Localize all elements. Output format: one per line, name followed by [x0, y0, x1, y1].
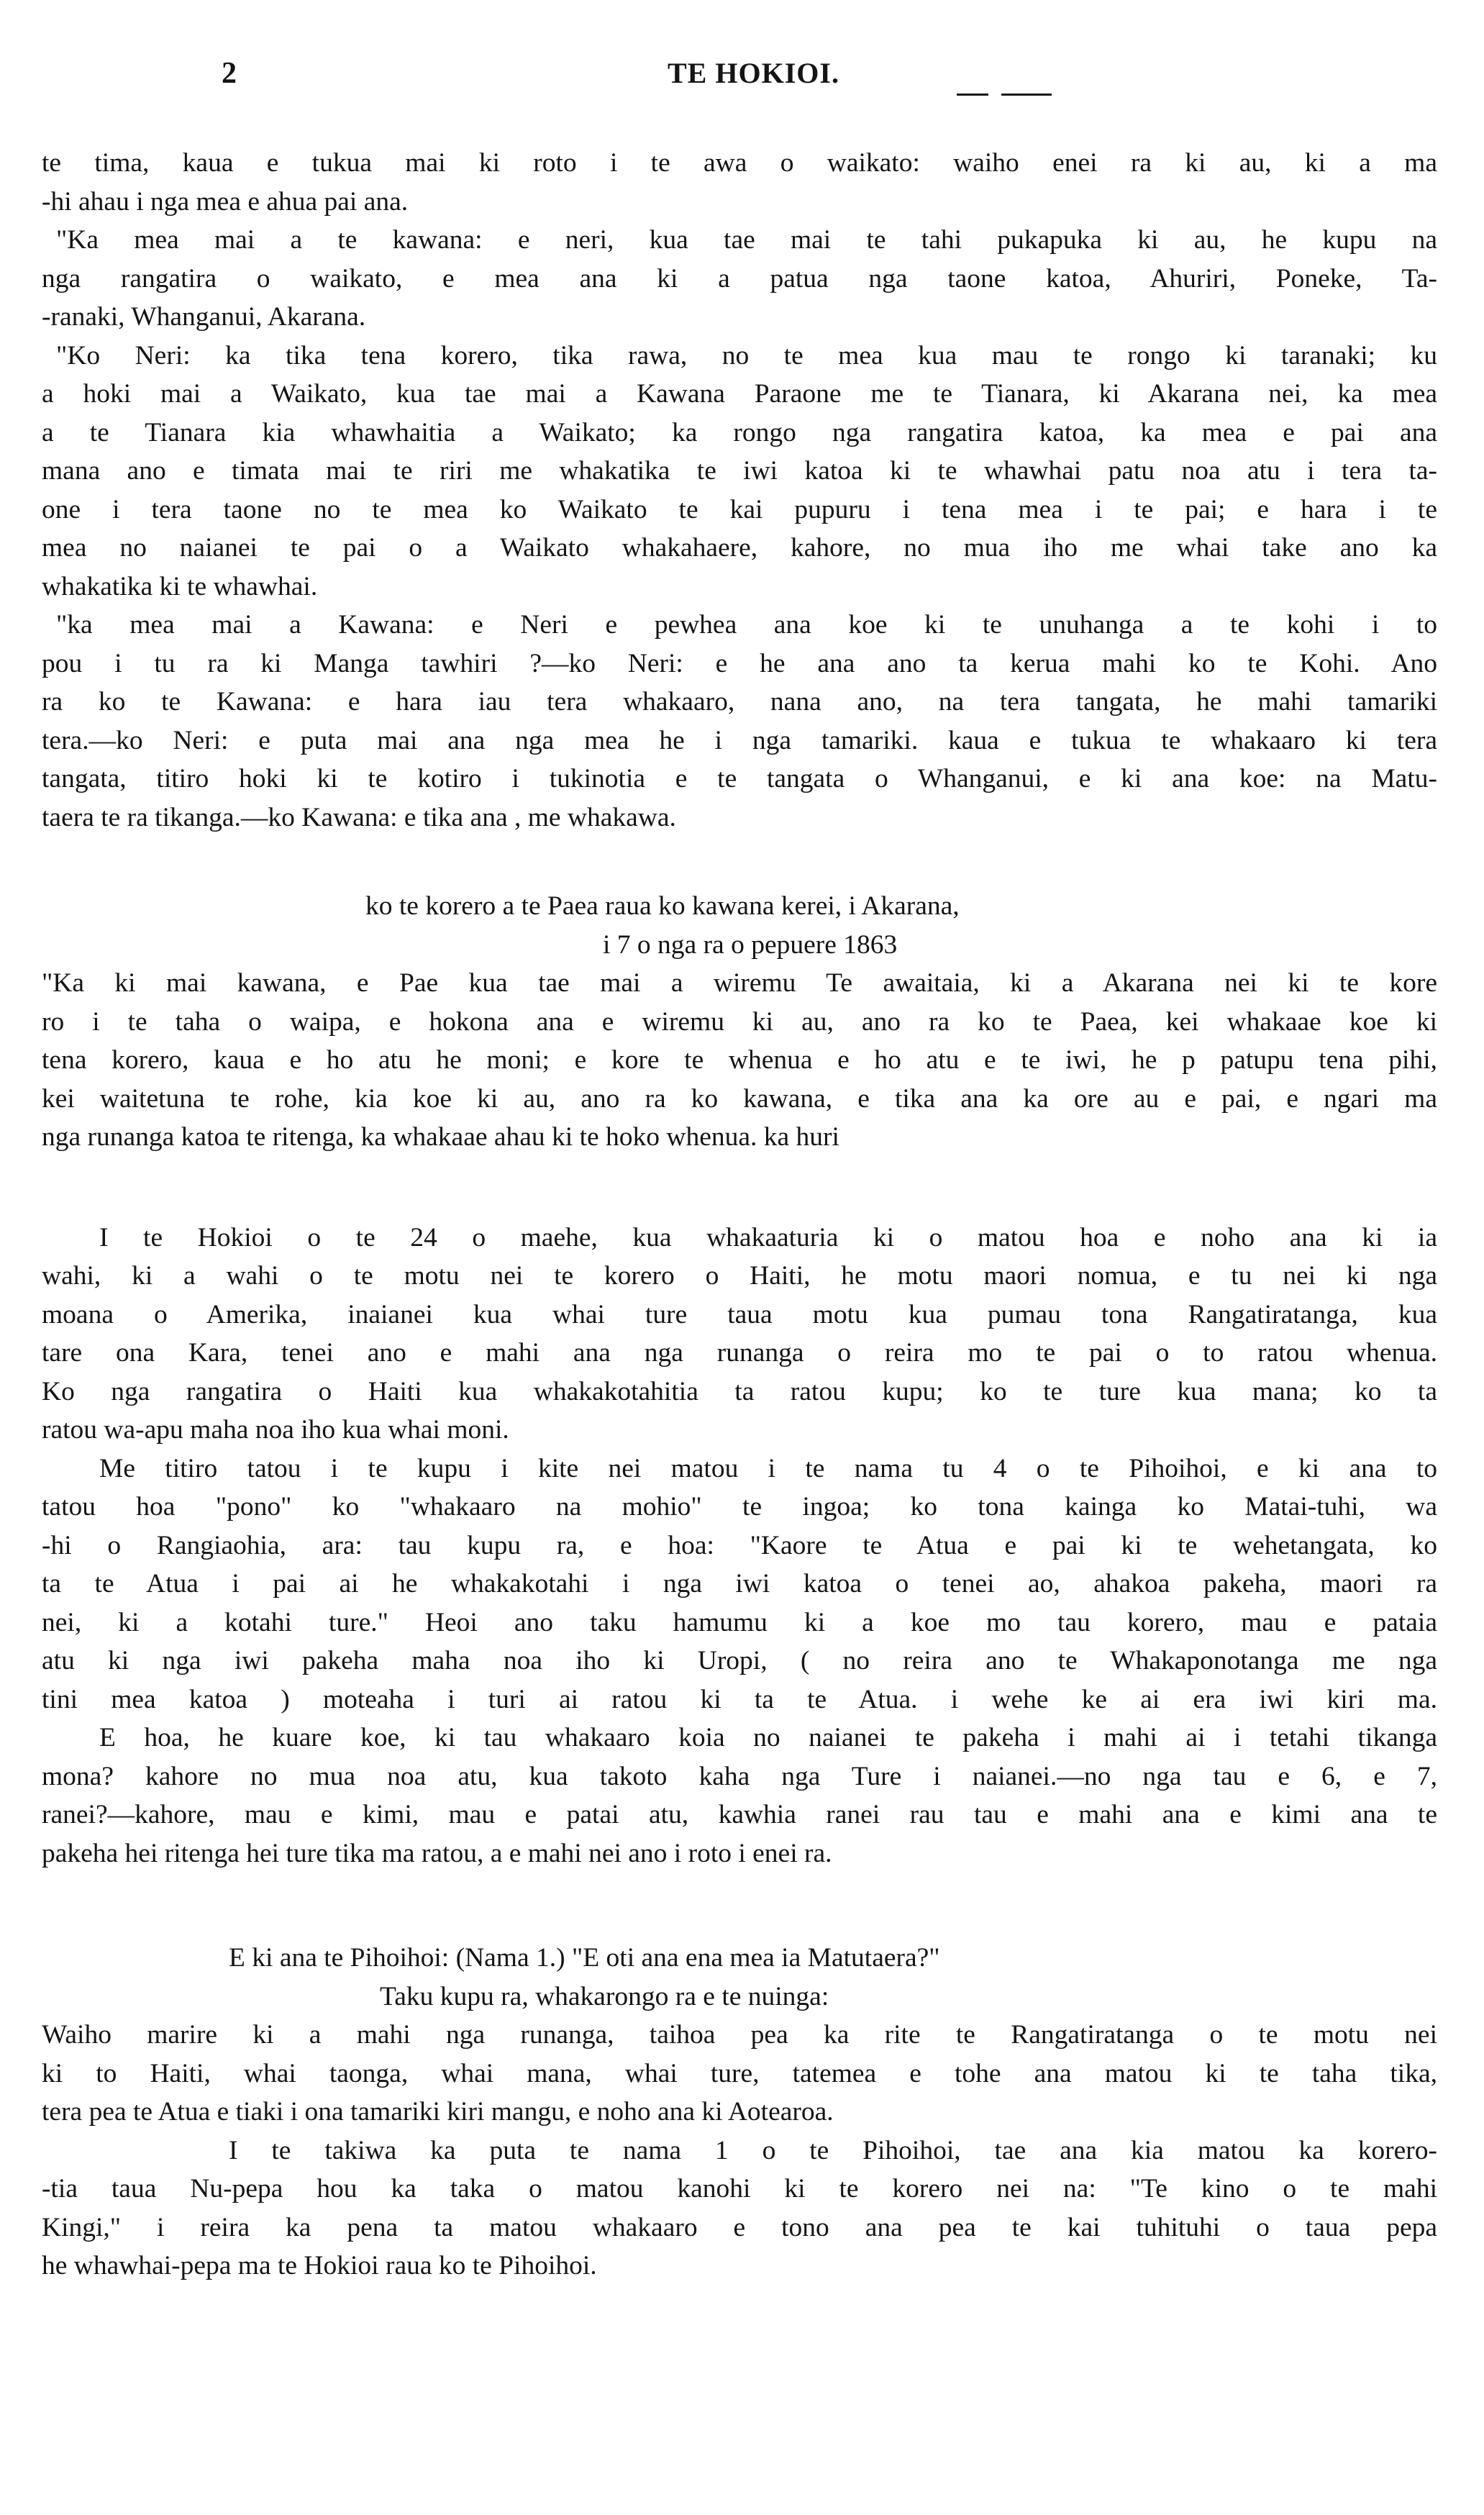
section-heading: E ki ana te Pihoihoi: (Nama 1.) "E oti ana ena mea ia Matutaera?"	[229, 1943, 940, 1973]
text-line: mea no naianei te pai o a Waikato whakahaere, kahore, no mua iho me whai take ano ka	[42, 533, 1437, 563]
text-line: atu ki nga iwi pakeha maha noa iho ki Uropi, ( no reira ano te Whakaponotanga me nga	[42, 1646, 1437, 1675]
text-line: ranei?—kahore, mau e kimi, mau e patai atu, kawhia ranei rau tau e mahi ana e kimi ana te	[42, 1800, 1437, 1829]
text-line: wahi, ki a wahi o te motu nei te korero o Haiti, he motu maori nomua, e tu nei ki nga	[42, 1261, 1437, 1291]
text-line: ratou wa-apu maha noa iho kua whai moni.	[42, 1415, 509, 1445]
article-haiti	[42, 1219, 1437, 1873]
section-gap	[42, 1873, 1437, 1939]
text-line: mana ano e timata mai te riri me whakatika te iwi katoa ki te whawhai patu noa atu i tera ta-	[42, 456, 1437, 486]
article-neri-kawana	[42, 144, 1437, 837]
text-line: tena korero, kaua e ho atu he moni; e kore te whenua e ho atu e te iwi, he p patupu tena pihi,	[42, 1045, 1437, 1075]
text-line: one i tera taone no te mea ko Waikato te kai pupuru i tena mea i te pai; e hara i te	[42, 494, 1437, 524]
text-line: "ka mea mai a Kawana: e Neri e pewhea ana koe ki te unuhanga a te kohi i to	[56, 610, 1437, 640]
section-heading-date: i 7 o nga ra o pepuere 1863	[603, 929, 898, 960]
text-line: nei, ki a kotahi ture." Heoi ano taku hamumu ki a koe mo tau korero, mau e pataia	[42, 1607, 1437, 1637]
text-line: Ko nga rangatira o Haiti kua whakakotahitia ta ratou kupu; ko te ture kua mana; ko ta	[42, 1376, 1437, 1406]
page-number: 2	[222, 57, 237, 90]
text-line: tini mea katoa ) moteaha i turi ai ratou ki ta te Atua. i wehe ke ai era iwi kiri ma.	[42, 1684, 1437, 1714]
text-line: taera te ra tikanga.—ko Kawana: e tika ana , me whakawa.	[42, 802, 676, 832]
text-line: E hoa, he kuare koe, ki tau whakaaro koia no naianei te pakeha i mahi ai i tetahi tikanga	[99, 1723, 1437, 1752]
text-line: -hi ahau i nga mea e ahua pai ana.	[42, 186, 409, 217]
text-line: -hi o Rangiaohia, ara: tau kupu ra, e hoa: "Kaore te Atua e pai ki te wehetangata, ko	[42, 1530, 1437, 1560]
article-paea-kerei	[42, 887, 1437, 1157]
text-line: tera.—ko Neri: e puta mai ana nga mea he i nga tamariki. kaua e tukua te whakaaro ki tera	[42, 725, 1437, 755]
text-line: a te Tianara kia whawhaitia a Waikato; ka rongo nga rangatira katoa, ka mea e pai ana	[42, 417, 1437, 447]
text-line: I te takiwa ka puta te nama 1 o te Pihoihoi, tae ana kia matou ka korero-	[229, 2135, 1437, 2165]
text-line: -tia taua Nu-pepa hou ka taka o matou kanohi ki te korero nei na: "Te kino o te mahi	[42, 2174, 1437, 2204]
page-header	[0, 56, 1484, 99]
text-line: ra ko te Kawana: e hara iau tera whakaaro, nana ano, na tera tangata, he mahi tamariki	[42, 687, 1437, 717]
section-heading: ko te korero a te Paea raua ko kawana kerei, i Akarana,	[365, 891, 960, 921]
section-gap	[42, 837, 1437, 887]
text-line: tera pea te Atua e tiaki i ona tamariki kiri mangu, e noho ana ki Aotearoa.	[42, 2097, 834, 2127]
text-line: Me titiro tatou i te kupu i kite nei matou i te nama tu 4 o te Pihoihoi, e ki ana to	[99, 1453, 1437, 1483]
article-pihoihoi	[42, 1939, 1437, 2286]
text-line: "Ka mea mai a te kawana: e neri, kua tae mai te tahi pukapuka ki au, he kupu na	[56, 225, 1437, 255]
text-line: tatou hoa "pono" ko "whakaaro na mohio" te ingoa; ko tona kainga ko Matai-tuhi, wa	[42, 1492, 1437, 1522]
text-line: ta te Atua i pai ai he whakakotahi i nga iwi katoa o tenei ao, ahakoa pakeha, maori ra	[42, 1569, 1437, 1598]
text-line: pakeha hei ritenga hei ture tika ma ratou, a e mahi nei ano i roto i enei ra.	[42, 1838, 832, 1868]
text-line: ro i te taha o waipa, e hokona ana e wiremu ki au, ano ra ko te Paea, kei whakaae koe ki	[42, 1006, 1437, 1037]
section-subheading: Taku kupu ra, whakarongo ra e te nuinga:	[380, 1981, 829, 2011]
text-line: "Ka ki mai kawana, e Pae kua tae mai a wiremu Te awaitaia, ki a Akarana nei ki te kore	[42, 968, 1437, 998]
text-line: ki to Haiti, whai taonga, whai mana, whai ture, tatemea e tohe ana matou ki te taha tika,	[42, 2058, 1437, 2088]
section-gap	[42, 1157, 1437, 1219]
text-line: a hoki mai a Waikato, kua tae mai a Kawana Paraone me te Tianara, ki Akarana nei, ka mea	[42, 379, 1437, 409]
text-line: moana o Amerika, inaianei kua whai ture taua motu kua pumau tona Rangatiratanga, kua	[42, 1299, 1437, 1329]
text-line: -ranaki, Whanganui, Akarana.	[42, 302, 366, 332]
header-rule-right	[1001, 94, 1052, 96]
text-line: Waiho marire ki a mahi nga runanga, taihoa pea ka rite te Rangatiratanga o te motu nei	[42, 2020, 1437, 2050]
text-line: "Ko Neri: ka tika tena korero, tika rawa, no te mea kua mau te rongo ki taranaki; ku	[56, 340, 1437, 370]
text-line: tangata, titiro hoki ki te kotiro i tukinotia e te tangata o Whanganui, e ki ana koe: na Matu-	[42, 764, 1437, 793]
text-line: Kingi," i reira ka pena ta matou whakaaro e tono ana pea te kai tuhituhi o taua pepa	[42, 2212, 1437, 2242]
text-line: nga rangatira o waikato, e mea ana ki a patua nga taone katoa, Ahuriri, Poneke, Ta-	[42, 263, 1437, 294]
text-line: whakatika ki te whawhai.	[42, 571, 318, 601]
text-line: te tima, kaua e tukua mai ki roto i te awa o waikato: waiho enei ra ki au, ki a ma	[42, 148, 1437, 178]
running-title: TE HOKIOI.	[668, 57, 839, 89]
text-line: nga runanga katoa te ritenga, ka whakaae ahau ki te hoko whenua. ka huri	[42, 1122, 839, 1152]
text-line: mona? kahore no mua noa atu, kua takoto kaha nga Ture i naianei.—no nga tau e 6, e 7,	[42, 1761, 1437, 1791]
text-line: kei waitetuna te rohe, kia koe ki au, ano ra ko kawana, e tika ana ka ore au e pai, e ngari ma	[42, 1083, 1437, 1114]
header-rule-left	[957, 94, 988, 96]
text-line: pou i tu ra ki Manga tawhiri ?—ko Neri: e he ana ano ta kerua mahi ko te Kohi. Ano	[42, 648, 1437, 678]
article-body	[42, 144, 1437, 2286]
text-line: I te Hokioi o te 24 o maehe, kua whakaaturia ki o matou hoa e noho ana ki ia	[99, 1222, 1437, 1252]
text-line: tare ona Kara, tenei ano e mahi ana nga runanga o reira mo te pai o to ratou whenua.	[42, 1338, 1437, 1368]
text-line: he whawhai-pepa ma te Hokioi raua ko te Pihoihoi.	[42, 2251, 597, 2280]
